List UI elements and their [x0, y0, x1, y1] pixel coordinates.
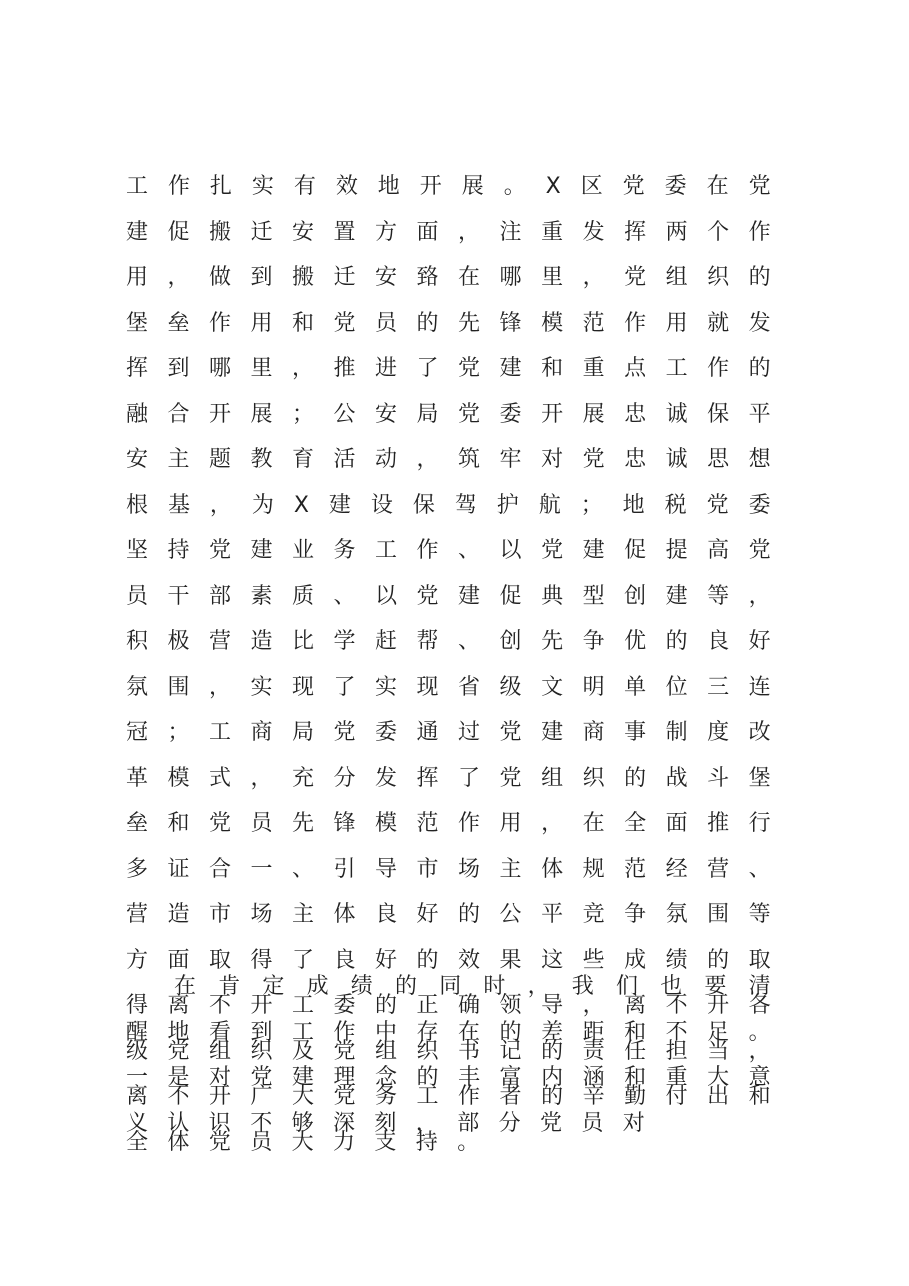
paragraph-shortcomings: 在肯定成绩的同时，我们也要清醒地看到工作中存在的差距和不足。一是对党建理念的丰富内涵和重大意义认识不够深刻，部分党员对: [126, 974, 790, 1136]
paragraph-achievements: 工作扎实有效地开展。X区党委在党建促搬迁安置方面，注重发挥两个作用，做到搬迁安臵在哪里，党组织的堡垒作用和党员的先锋模范作用就发挥到哪里，推进了党建和重点工作的融合开展；公安局党委开展忠诚保平安主题教育活动，筑牢对党忠诚思想根基，为X建设保驾护航；地税党委坚持党建业务工作、以党建促提高党员干部素质、以党建促典型创建等，积极营造比学赶帮、创先争优的良好氛围，实现了实现省级文明单位三连冠；工商局党委通过党建商事制度改革模式，充分发挥了党组织的战斗堡垒和党员先锋模范作用，在全面推行多证合一、引导市场主体规范经营、营造市场主体良好的公平竞争氛围等方面取得了良好的效果这些成绩的取得离不开工委的正确领导，离不开各级党组织及党组织书记的责任担当，离不开广大党务工作者的辛勤付出和全体党员大力支持。: [126, 174, 790, 1155]
